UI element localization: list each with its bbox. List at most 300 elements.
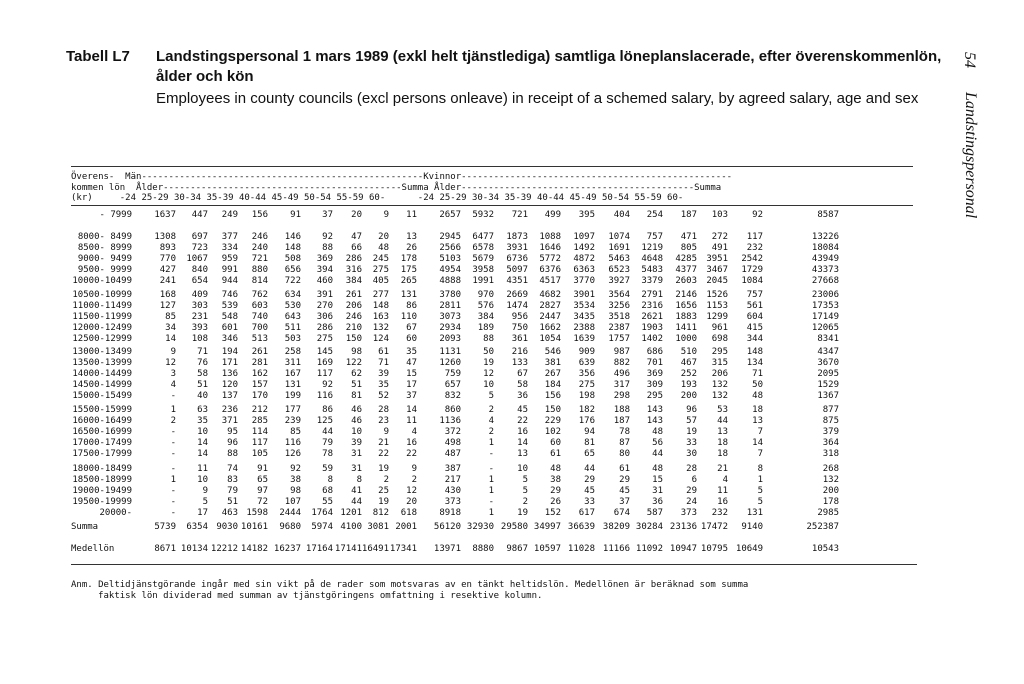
average-row	[71, 544, 931, 555]
cell: 79	[322, 438, 333, 448]
cell: 30	[686, 449, 697, 459]
cell: 254	[646, 210, 663, 220]
cell: 10	[517, 464, 528, 474]
cell: 157	[251, 380, 268, 390]
table-row	[71, 265, 931, 276]
cell: 81	[351, 391, 362, 401]
cell: 46	[351, 416, 362, 426]
cell: 1260	[439, 358, 461, 368]
cell: 3081	[367, 522, 389, 532]
cell: 275	[578, 380, 595, 390]
cell: 38	[550, 475, 561, 485]
cell: 37	[406, 391, 417, 401]
cell: 16	[406, 438, 417, 448]
cell: 268	[822, 464, 839, 474]
cell: 200	[680, 391, 697, 401]
cell: 131	[284, 380, 301, 390]
cell: 67	[406, 323, 417, 333]
cell: 812	[372, 508, 389, 518]
cell: 3379	[641, 276, 663, 286]
cell: 1308	[154, 232, 176, 242]
cell: 306	[316, 312, 333, 322]
cell: 8	[327, 475, 333, 485]
cell: 2001	[395, 522, 417, 532]
cell: 71	[378, 358, 389, 368]
cell: 44	[322, 427, 333, 437]
cell: 4	[722, 475, 728, 485]
cell: 746	[221, 290, 238, 300]
row-label: 11000-11499	[72, 301, 132, 311]
cell: 9030	[216, 522, 238, 532]
cell: 58	[197, 369, 208, 379]
cell: 491	[711, 243, 728, 253]
cell: 78	[322, 449, 333, 459]
header-line-3: (kr) -24 25-29 30-34 35-39 40-44 45-49 50-54 55-59 60- -24 25-29 30-34 35-39 40-44 45-49 50-54 55-59 60-	[71, 193, 684, 203]
cell: 7	[757, 427, 763, 437]
cell: 48	[752, 391, 763, 401]
row-label: 17500-17999	[72, 449, 132, 459]
cell: 317	[613, 380, 630, 390]
cell: 10649	[735, 544, 763, 554]
row-label: 18500-18999	[72, 475, 132, 485]
cell: 639	[578, 358, 595, 368]
cell: 59	[322, 464, 333, 474]
cell: 198	[578, 391, 595, 401]
cell: 13226	[811, 232, 839, 242]
cell: 617	[578, 508, 595, 518]
table-row	[71, 210, 931, 221]
cell: 882	[613, 358, 630, 368]
cell: 2985	[817, 508, 839, 518]
cell: -	[170, 427, 176, 437]
cell: 56	[652, 438, 663, 448]
cell: 1084	[741, 276, 763, 286]
cell: 23006	[811, 290, 839, 300]
note-line-2: faktisk lön dividerad med summan av tjänstgöringens omfattning i resektive kolumn.	[71, 590, 543, 601]
total-row	[71, 522, 931, 533]
cell: 162	[251, 369, 268, 379]
cell: 22	[378, 449, 389, 459]
cell: 1201	[340, 508, 362, 518]
cell: 26	[406, 243, 417, 253]
table-row	[71, 312, 931, 323]
cell: 6477	[472, 232, 494, 242]
cell: 3518	[608, 312, 630, 322]
cell: 1492	[573, 243, 595, 253]
cell: 757	[646, 232, 663, 242]
cell: 11	[406, 416, 417, 426]
cell: 8918	[439, 508, 461, 518]
cell: -	[170, 508, 176, 518]
cell: 52	[378, 391, 389, 401]
cell: 199	[284, 391, 301, 401]
cell: 20	[406, 497, 417, 507]
cell: 6376	[539, 265, 561, 275]
cell: 232	[746, 243, 763, 253]
cell: 23136	[669, 522, 697, 532]
cell: 1639	[573, 334, 595, 344]
cell: 14	[406, 405, 417, 415]
cell: 11166	[602, 544, 630, 554]
cell: 6354	[186, 522, 208, 532]
cell: 1219	[641, 243, 663, 253]
cell: 194	[221, 347, 238, 357]
cell: 2945	[439, 232, 461, 242]
cell: 309	[646, 380, 663, 390]
cell: 92	[322, 380, 333, 390]
cell: 15	[652, 475, 663, 485]
cell: 38	[290, 475, 301, 485]
cell: 2316	[641, 301, 663, 311]
cell: 686	[646, 347, 663, 357]
row-label: 19500-19999	[72, 497, 132, 507]
cell: 156	[544, 391, 561, 401]
cell: 66	[351, 243, 362, 253]
cell: 12	[406, 486, 417, 496]
cell: 377	[221, 232, 238, 242]
cell: 1656	[675, 301, 697, 311]
cell: 405	[372, 276, 389, 286]
cell: 86	[322, 405, 333, 415]
cell: 415	[746, 323, 763, 333]
cell: 3770	[573, 276, 595, 286]
cell: 47	[351, 232, 362, 242]
cell: 698	[711, 334, 728, 344]
cell: 5463	[608, 254, 630, 264]
cell: 295	[646, 391, 663, 401]
cell: 117	[251, 438, 268, 448]
cell: 4347	[817, 347, 839, 357]
cell: 1757	[608, 334, 630, 344]
cell: 86	[406, 301, 417, 311]
cell: 6578	[472, 243, 494, 253]
cell: 318	[822, 449, 839, 459]
cell: 29	[550, 486, 561, 496]
cell: 51	[351, 380, 362, 390]
cell: -	[170, 449, 176, 459]
cell: 216	[511, 347, 528, 357]
cell: 189	[477, 323, 494, 333]
row-label: 18000-18499	[72, 464, 132, 474]
cell: 40	[197, 391, 208, 401]
cell: 182	[578, 405, 595, 415]
cell: 2	[488, 427, 494, 437]
cell: 163	[372, 312, 389, 322]
cell: 39	[351, 438, 362, 448]
cell: 62	[351, 369, 362, 379]
cell: 281	[251, 358, 268, 368]
cell: 169	[316, 358, 333, 368]
cell: 10543	[811, 544, 839, 554]
cell: 316	[345, 265, 362, 275]
cell: 832	[444, 391, 461, 401]
cell: 4377	[675, 265, 697, 275]
cell: 31	[351, 449, 362, 459]
cell: 1646	[539, 243, 561, 253]
cell: 987	[613, 347, 630, 357]
cell: 4888	[439, 276, 461, 286]
header-bottom-rule	[71, 205, 913, 206]
row-label: - 7999	[99, 210, 132, 220]
table-row	[71, 254, 931, 265]
cell: 6736	[506, 254, 528, 264]
row-label: 10000-10499	[72, 276, 132, 286]
cell: 117	[316, 369, 333, 379]
note-line-1: Anm. Deltidjänstgörande ingår med sin vikt på de rader som motsvaras av en tänkt heltidslön. Medellönen är beräknad som summa	[71, 580, 749, 590]
cell: 71	[197, 347, 208, 357]
cell: 44	[717, 416, 728, 426]
cell: 1074	[608, 232, 630, 242]
cell: 275	[316, 334, 333, 344]
cell: 1662	[539, 323, 561, 333]
cell: 909	[578, 347, 595, 357]
cell: 956	[511, 312, 528, 322]
cell: 3901	[573, 290, 595, 300]
cell: 1637	[154, 210, 176, 220]
cell: 6	[691, 475, 697, 485]
cell: 311	[284, 358, 301, 368]
cell: 252387	[806, 522, 839, 532]
cell: 29	[584, 475, 595, 485]
table-row	[71, 475, 931, 486]
cell: 860	[444, 405, 461, 415]
cell: 116	[284, 438, 301, 448]
cell: 10	[197, 475, 208, 485]
cell: 193	[680, 380, 697, 390]
running-head: Landstingspersonal	[962, 92, 979, 219]
row-label: Medellön	[71, 544, 115, 554]
cell: 36	[652, 497, 663, 507]
cell: 14	[752, 438, 763, 448]
cell: 65	[257, 475, 268, 485]
cell: 1	[488, 438, 494, 448]
cell: 1691	[608, 243, 630, 253]
cell: 5679	[472, 254, 494, 264]
cell: 19	[686, 427, 697, 437]
cell: 34997	[533, 522, 561, 532]
cell: 178	[400, 254, 417, 264]
cell: 91	[257, 464, 268, 474]
cell: 2045	[706, 276, 728, 286]
table-row	[71, 334, 931, 345]
cell: 35	[406, 347, 417, 357]
row-label: 12500-12999	[72, 334, 132, 344]
cell: 634	[284, 290, 301, 300]
cell: 1	[488, 486, 494, 496]
cell: 381	[544, 358, 561, 368]
cell: 286	[345, 254, 362, 264]
cell: 384	[345, 276, 362, 286]
cell: 74	[227, 464, 238, 474]
table-row	[71, 347, 931, 358]
cell: 344	[746, 334, 763, 344]
cell: 3670	[817, 358, 839, 368]
cell: 9	[383, 427, 389, 437]
cell: 168	[159, 290, 176, 300]
cell: 875	[822, 416, 839, 426]
cell: 10795	[700, 544, 728, 554]
cell: 20	[378, 232, 389, 242]
row-label: 11500-11999	[72, 312, 132, 322]
cell: 116	[316, 391, 333, 401]
table-title-block	[66, 47, 946, 109]
cell: 2566	[439, 243, 461, 253]
cell: 34	[165, 323, 176, 333]
cell: 29	[686, 486, 697, 496]
cell: 463	[221, 508, 238, 518]
cell: 2603	[675, 276, 697, 286]
cell: 35	[378, 380, 389, 390]
cell: 117	[746, 232, 763, 242]
cell: 3435	[573, 312, 595, 322]
cell: 132	[711, 380, 728, 390]
row-label: Summa	[71, 522, 99, 532]
cell: 24	[686, 497, 697, 507]
cell: 32930	[466, 522, 494, 532]
cell: 657	[444, 380, 461, 390]
cell: 80	[619, 449, 630, 459]
cell: 67	[517, 369, 528, 379]
cell: 3780	[439, 290, 461, 300]
table-row	[71, 323, 931, 334]
cell: 31	[351, 464, 362, 474]
cell: 364	[822, 438, 839, 448]
cell: 48	[652, 427, 663, 437]
cell: 384	[477, 312, 494, 322]
cell: 13	[517, 449, 528, 459]
page-number: 54	[961, 52, 978, 68]
cell: 10597	[533, 544, 561, 554]
cell: 65	[584, 449, 595, 459]
row-label: 16500-16999	[72, 427, 132, 437]
cell: 499	[544, 210, 561, 220]
cell: 103	[711, 210, 728, 220]
cell: 546	[544, 347, 561, 357]
cell: 18084	[811, 243, 839, 253]
table-row	[71, 358, 931, 369]
cell: 33	[686, 438, 697, 448]
cell: 27668	[811, 276, 839, 286]
cell: 371	[221, 416, 238, 426]
cell: 805	[680, 243, 697, 253]
cell: 51	[227, 497, 238, 507]
cell: 61	[378, 347, 389, 357]
cell: 18	[717, 438, 728, 448]
cell: 430	[444, 486, 461, 496]
cell: 127	[159, 301, 176, 311]
cell: 3564	[608, 290, 630, 300]
cell: 206	[711, 369, 728, 379]
cell: 1299	[706, 312, 728, 322]
cell: 11	[406, 210, 417, 220]
cell: -	[170, 497, 176, 507]
cell: 19	[378, 464, 389, 474]
row-label: 10500-10999	[72, 290, 132, 300]
cell: 1991	[472, 276, 494, 286]
cell: 1411	[675, 323, 697, 333]
cell: 654	[191, 276, 208, 286]
cell: 76	[197, 358, 208, 368]
cell: 4285	[675, 254, 697, 264]
title-swedish: Landstingspersonal 1 mars 1989 (exkl helt tjänstlediga) samtliga löneplanslacerade, efter överenskommenlön, ålder och kön	[156, 48, 942, 85]
cell: 176	[578, 416, 595, 426]
cell: 14182	[240, 544, 268, 554]
cell: 98	[290, 486, 301, 496]
cell: 334	[221, 243, 238, 253]
cell: 4351	[506, 276, 528, 286]
cell: 152	[544, 508, 561, 518]
table-bottom-rule	[71, 564, 917, 565]
cell: 50	[752, 380, 763, 390]
cell: 814	[251, 276, 268, 286]
cell: 132	[822, 475, 839, 485]
cell: 603	[251, 301, 268, 311]
cell: 91	[290, 210, 301, 220]
cell: 134	[746, 358, 763, 368]
cell: 5	[488, 391, 494, 401]
cell: 187	[613, 416, 630, 426]
cell: 2146	[675, 290, 697, 300]
cell: 4100	[340, 522, 362, 532]
cell: 18	[752, 405, 763, 415]
cell: 503	[284, 334, 301, 344]
cell: 150	[544, 405, 561, 415]
cell: 4648	[641, 254, 663, 264]
cell: 241	[159, 276, 176, 286]
cell: 57	[686, 416, 697, 426]
row-label: 13500-13999	[72, 358, 132, 368]
cell: 4517	[539, 276, 561, 286]
cell: 404	[613, 210, 630, 220]
cell: 28	[686, 464, 697, 474]
cell: 2542	[741, 254, 763, 264]
cell: 44	[351, 497, 362, 507]
cell: 17	[406, 380, 417, 390]
cell: 576	[477, 301, 494, 311]
cell: 697	[191, 232, 208, 242]
cell: 2387	[608, 323, 630, 333]
cell: 762	[251, 290, 268, 300]
cell: 674	[613, 508, 630, 518]
cell: 13	[752, 416, 763, 426]
cell: 148	[372, 301, 389, 311]
cell: 5739	[154, 522, 176, 532]
cell: 2621	[641, 312, 663, 322]
cell: 12	[483, 369, 494, 379]
cell: 56120	[433, 522, 461, 532]
cell: 156	[251, 210, 268, 220]
cell: 45	[584, 486, 595, 496]
table-row	[71, 464, 931, 475]
cell: 246	[345, 312, 362, 322]
row-label: 8500- 8999	[77, 243, 132, 253]
table-row	[71, 290, 931, 301]
cell: 4	[488, 416, 494, 426]
cell: 315	[711, 358, 728, 368]
table-row	[71, 369, 931, 380]
cell: 5932	[472, 210, 494, 220]
cell: 387	[444, 464, 461, 474]
cell: 4872	[573, 254, 595, 264]
cell: 137	[221, 391, 238, 401]
cell: 17164	[305, 544, 333, 554]
table-top-rule	[71, 166, 913, 167]
cell: 372	[444, 427, 461, 437]
cell: 22	[517, 416, 528, 426]
table-row	[71, 416, 931, 427]
cell: 409	[191, 290, 208, 300]
cell: 210	[345, 323, 362, 333]
